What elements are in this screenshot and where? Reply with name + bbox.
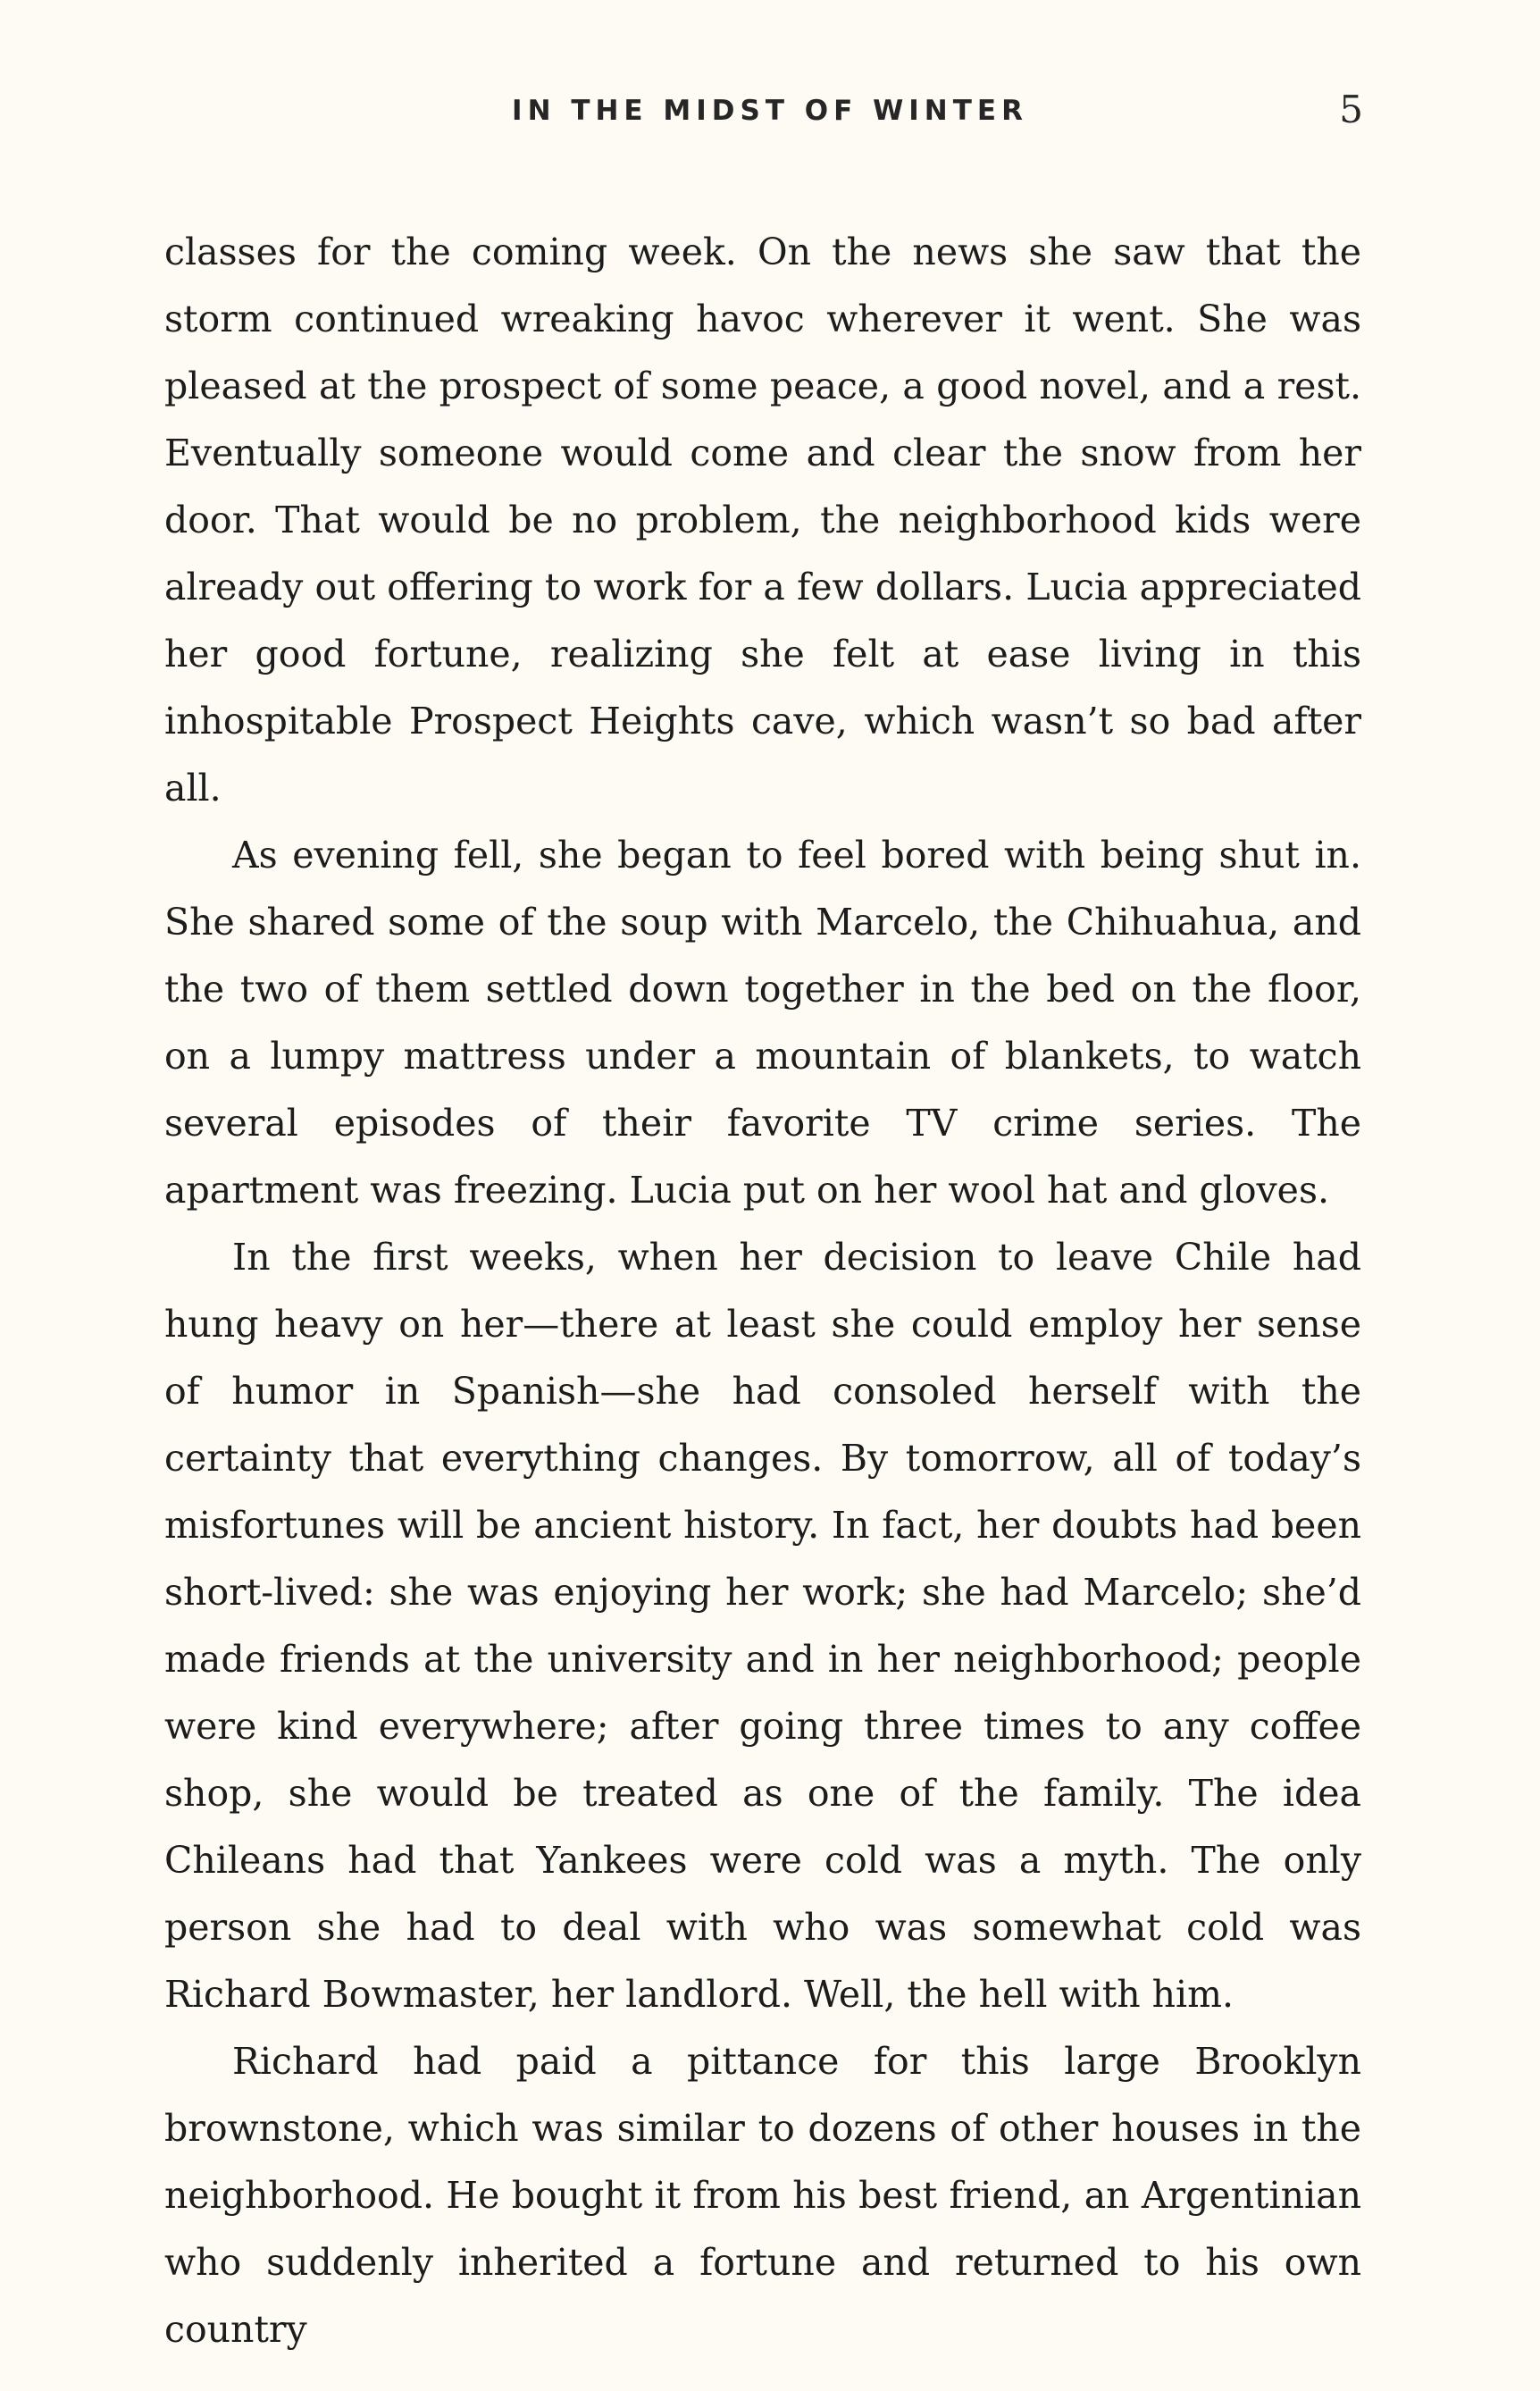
- running-head: [0, 88, 1540, 141]
- paragraph-first-weeks: In the first weeks, when her decision to leave Chile had hung heavy on her—there at least she could employ her sense of humor in Spanish—she had consoled herself with the certainty that everything changes. By tomorrow, all of today’s misfortunes will be ancient history. In fact, her doubts had been short-lived: she was enjoying her work; she had Marcelo; she’d made friends at the university and in her neighborhood; people were kind everywhere; after going three times to any coffee shop, she would be treated as one of the family. The idea Chileans had that Yankees were cold was a myth. The only person she had to deal with who was somewhat cold was Richard Bowmaster, her landlord. Well, the hell with him.: [164, 1236, 1361, 2016]
- page-number: 5: [1339, 88, 1363, 131]
- paragraph-evening: As evening fell, she began to feel bored with being shut in. She shared some of the soup with Marcelo, the Chihuahua, and the two of them settled down together in the bed on the floor, on a lumpy mattress under a mountain of blankets, to watch several episodes of their favorite TV crime series. The apartment was freezing. Lucia put on her wool hat and gloves.: [164, 834, 1361, 1212]
- paragraph-richard: Richard had paid a pittance for this large Brooklyn brownstone, which was similar to dozens of other houses in the neighborhood. He bought it from his best friend, an Argentinian who suddenly inherited a fortune and returned to his own country: [164, 2040, 1361, 2351]
- paragraph-continued: classes for the coming week. On the news she saw that the storm continued wreaking havoc wherever it went. She was pleased at the prospect of some peace, a good novel, and a rest. Eventually someone would come and clear the snow from her door. That would be no problem, the neighborhood kids were already out offering to work for a few dollars. Lucia appreciated her good fortune, realizing she felt at ease living in this inhospitable Prospect Heights cave, which wasn’t so bad after all.: [164, 231, 1361, 810]
- running-title: IN THE MIDST OF WINTER: [512, 95, 1028, 127]
- body-text: [164, 219, 1361, 2363]
